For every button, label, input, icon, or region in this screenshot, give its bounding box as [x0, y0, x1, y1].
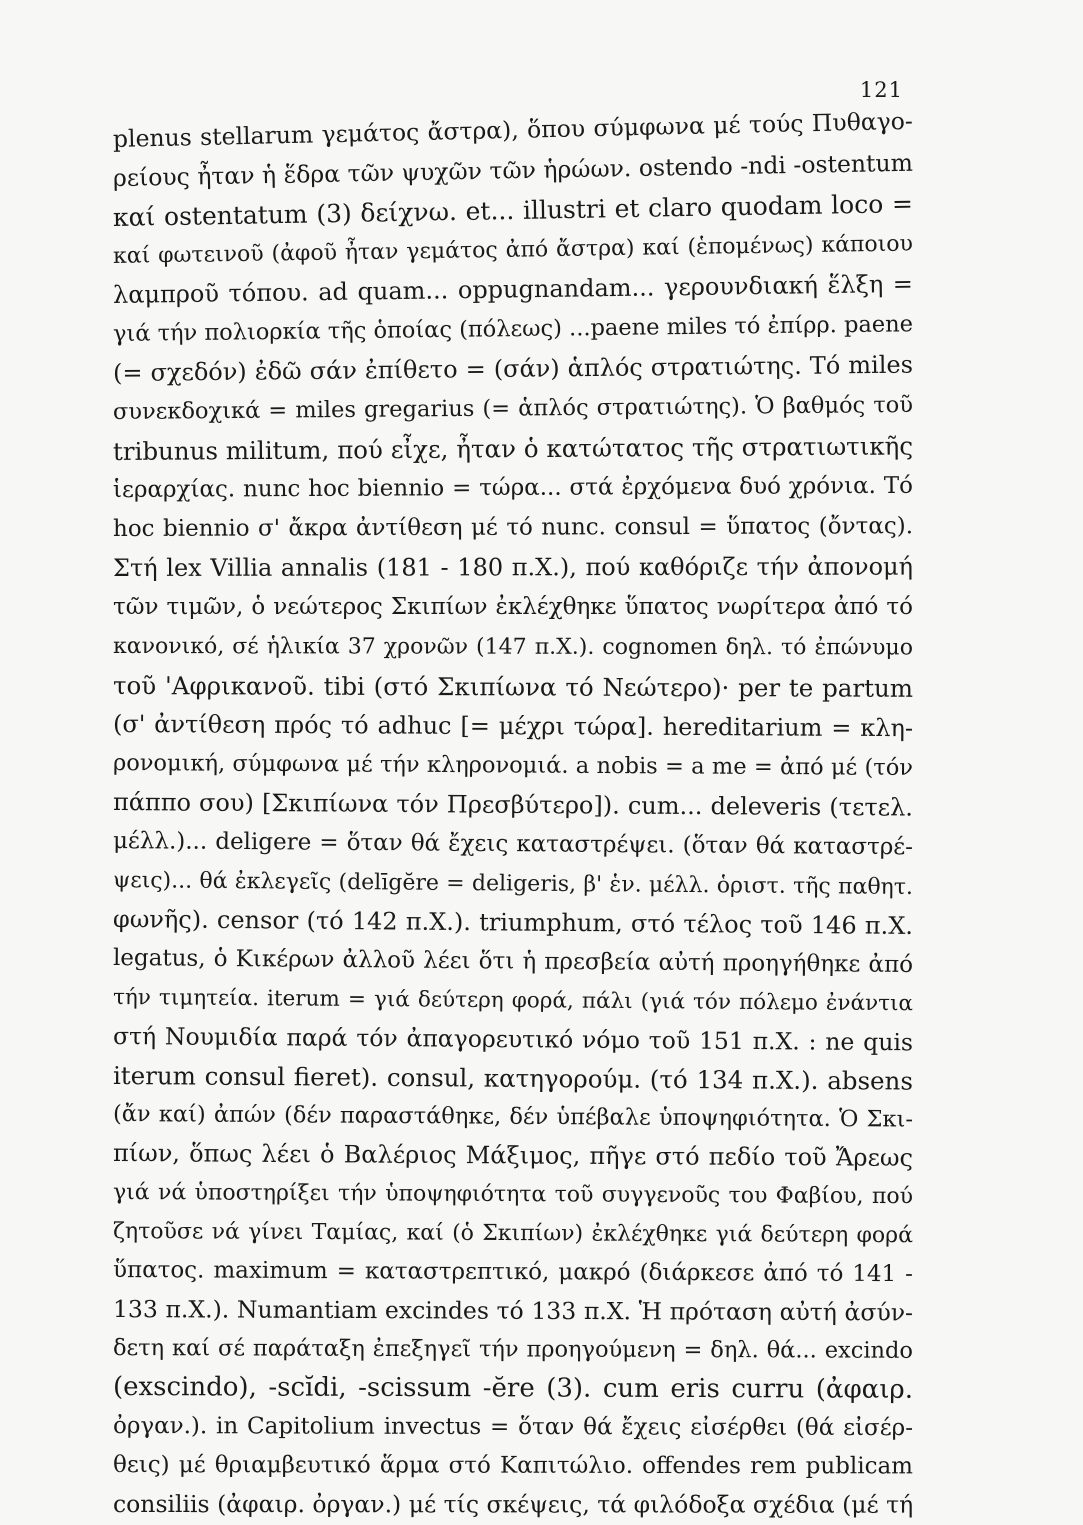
text-line: λαμπροῦ τόπου. ad quam... oppugnandam... γερουνδιακή ἕλξη = [112, 269, 914, 309]
text-line: στή Νουμιδία παρά τόν ἀπαγορευτικό νόμο τοῦ 151 π.Χ. : ne quis [112, 1022, 914, 1057]
text-line: Στή lex Villia annalis (181 - 180 π.Χ.), πού καθόριζε τήν ἀπονομή [112, 552, 914, 582]
text-line: (σ' ἀντίθεση πρός τό adhuc [= μέχρι τώρα]. hereditarium = κλη- [112, 710, 914, 743]
text-line: τῶν τιμῶν, ὁ νεώτερος Σκιπίων ἐκλέχθηκε ὕπατος νωρίτερα ἀπό τό [113, 594, 913, 620]
text-line: ὀργαν.). in Capitolium invectus = ὅταν θά ἔχεις εἰσέρθει (θά εἰσέρ- [112, 1413, 914, 1442]
page-number: 121 [859, 78, 903, 102]
text-line: ρονομική, σύμφωνα μέ τήν κληρονομιά. a nobis = a me = ἀπό μέ (τόν [112, 750, 914, 781]
text-line: γιά νά ὑποστηρίξει τήν ὑποψηφιότητα τοῦ συγγενοῦς του Φαβίου, πού [112, 1180, 914, 1210]
text-line: φωνῆς). censor (τό 142 π.Χ.). triumphum, στό τέλος τοῦ 146 π.Χ. [112, 905, 914, 940]
text-line: ζητοῦσε νά γίνει Ταμίας, καί (ὁ Σκιπίων) ἐκλέχθηκε γιά δεύτερη φορά [112, 1219, 914, 1249]
text-line: κανονικό, σέ ἡλικία 37 χρονῶν (147 π.Χ.). cognomen δηλ. τό ἐπώνυμο [112, 634, 914, 661]
text-line: hoc biennio σ' ἄκρα ἀντίθεση μέ τό nunc. consul = ὕπατος (ὄντας). [112, 513, 914, 542]
text-line: θεις) μέ θριαμβευτικό ἅρμα στό Καπιτώλιο. offendes rem publicam [112, 1452, 914, 1480]
text-line: πίων, ὅπως λέει ὁ Βαλέριος Μάξιμος, πῆγε στό πεδίο τοῦ Ἄρεως [112, 1139, 914, 1172]
text-line: 133 π.Χ.). Numantiam excindes τό 133 π.Χ. Ἡ πρόταση αὐτή ἀσύν- [112, 1295, 914, 1327]
text-line: μέλλ.)... deligere = ὅταν θά ἔχεις καταστρέψει. (ὅταν θά καταστρέ- [112, 828, 914, 861]
text-line: (= σχεδόν) ἐδῶ σάν ἐπίθετο = (σάν) ἁπλός στρατιώτης. Τό miles [112, 350, 914, 387]
text-line: tribunus militum, πού εἶχε, ἦταν ὁ κατώτατος τῆς στρατιωτικῆς [112, 431, 914, 466]
commentary-text [112, 106, 914, 1524]
text-line: (exscindo), -scĭdi, -scissum -ĕre (3). cum eris curru (ἀφαιρ. [112, 1372, 914, 1405]
text-line: iterum consul fieret). consul, κατηγορούμ. (τό 134 π.Χ.). absens [112, 1061, 914, 1096]
text-line: plenus stellarum γεμάτος ἄστρα), ὅπου σύμφωνα μέ τούς Πυθαγο- [112, 106, 914, 153]
text-line: ἱεραρχίας. nunc hoc biennio = τώρα... στά ἐρχόμενα δυό χρόνια. Τό [112, 472, 914, 503]
text-line: καί ostentatum (3) δείχνω. et... illustri et claro quodam loco = [112, 189, 914, 232]
text-line: ὕπατος. maximum = καταστρεπτικό, μακρό (διάρκεσε ἀπό τό 141 - [112, 1257, 914, 1288]
text-line: συνεκδοχικά = miles gregarius (= ἁπλός στρατιώτης). Ὁ βαθμός τοῦ [112, 392, 914, 425]
text-line: ρείους ἦταν ἡ ἕδρα τῶν ψυχῶν τῶν ἡρώων. ostendo -ndi -ostentum [112, 148, 914, 192]
text-line: τοῦ 'Αφρικανοῦ. tibi (στό Σκιπίωνα τό Νεώτερο)· per te partum [112, 671, 914, 703]
text-line: legatus, ὁ Κικέρων ἀλλοῦ λέει ὅτι ἡ πρεσβεία αὐτή προηγήθηκε ἀπό [112, 945, 914, 978]
text-line: τήν τιμητεία. iterum = γιά δεύτερη φορά, πάλι (γιά τόν πόλεμο ἐνάντια [112, 985, 914, 1017]
text-line: ψεις)... θά ἐκλεγεῖς (delīgĕre = deligeris, β' ἑν. μέλλ. ὁριστ. τῆς παθητ. [112, 868, 914, 900]
text-line: καί φωτεινοῦ (ἀφοῦ ἦταν γεμάτος ἀπό ἄστρα) καί (ἑπομένως) κάποιου [112, 231, 914, 269]
text-line: πάππο σου) [Σκιπίωνα τόν Πρεσβύτερο]). cum... deleveris (τετελ. [112, 788, 914, 822]
text-line: consiliis (ἀφαιρ. ὀργαν.) μέ τίς σκέψεις, τά φιλόδοξα σχέδια (μέ τή [112, 1490, 914, 1519]
text-line: (ἄν καί) ἀπών (δέν παραστάθηκε, δέν ὑπέβαλε ὑποψηφιότητα. Ὁ Σκι- [112, 1101, 914, 1133]
text-line: γιά τήν πολιορκία τῆς ὁποίας (πόλεως) ...paene miles τό ἐπίρρ. paene [112, 311, 914, 347]
text-line: δετη καί σέ παράταξη ἐπεξηγεῖ τήν προηγούμενη = δηλ. θά... excindo [112, 1335, 914, 1364]
